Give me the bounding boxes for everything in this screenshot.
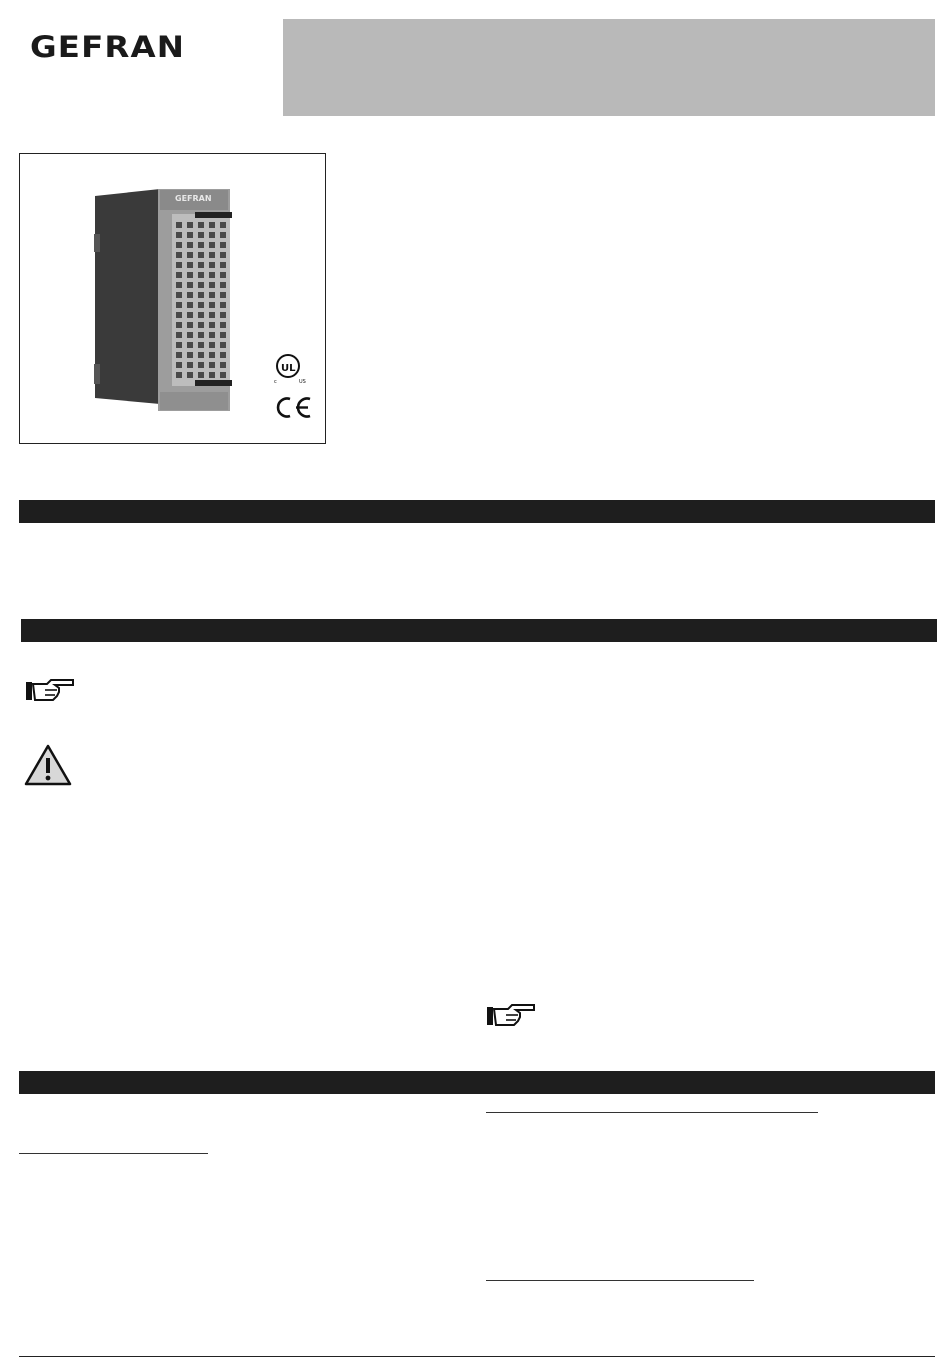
underline-rule-2 [19,1153,208,1154]
product-photo [20,154,325,443]
warning-triangle-icon [24,744,72,786]
gefran-logo: GEFRAN [30,30,186,64]
section-header-bar-2 [21,619,937,642]
underline-rule-1 [486,1112,818,1113]
section-header-bar-3 [19,1071,935,1094]
device-brand-label: GEFRAN [175,194,212,203]
section-header-bar-1 [19,500,935,523]
svg-text:c: c [274,379,277,385]
title-header-box [283,19,935,116]
footer-rule [19,1356,935,1357]
underline-rule-3 [486,1280,754,1281]
pointing-hand-icon-2 [486,1001,538,1031]
ce-mark-icon [278,399,310,417]
ul-listed-icon [274,355,306,385]
pointing-hand-icon [25,676,77,706]
svg-text:UL: UL [281,363,296,374]
svg-text:US: US [299,379,306,385]
product-image-frame [19,153,326,444]
